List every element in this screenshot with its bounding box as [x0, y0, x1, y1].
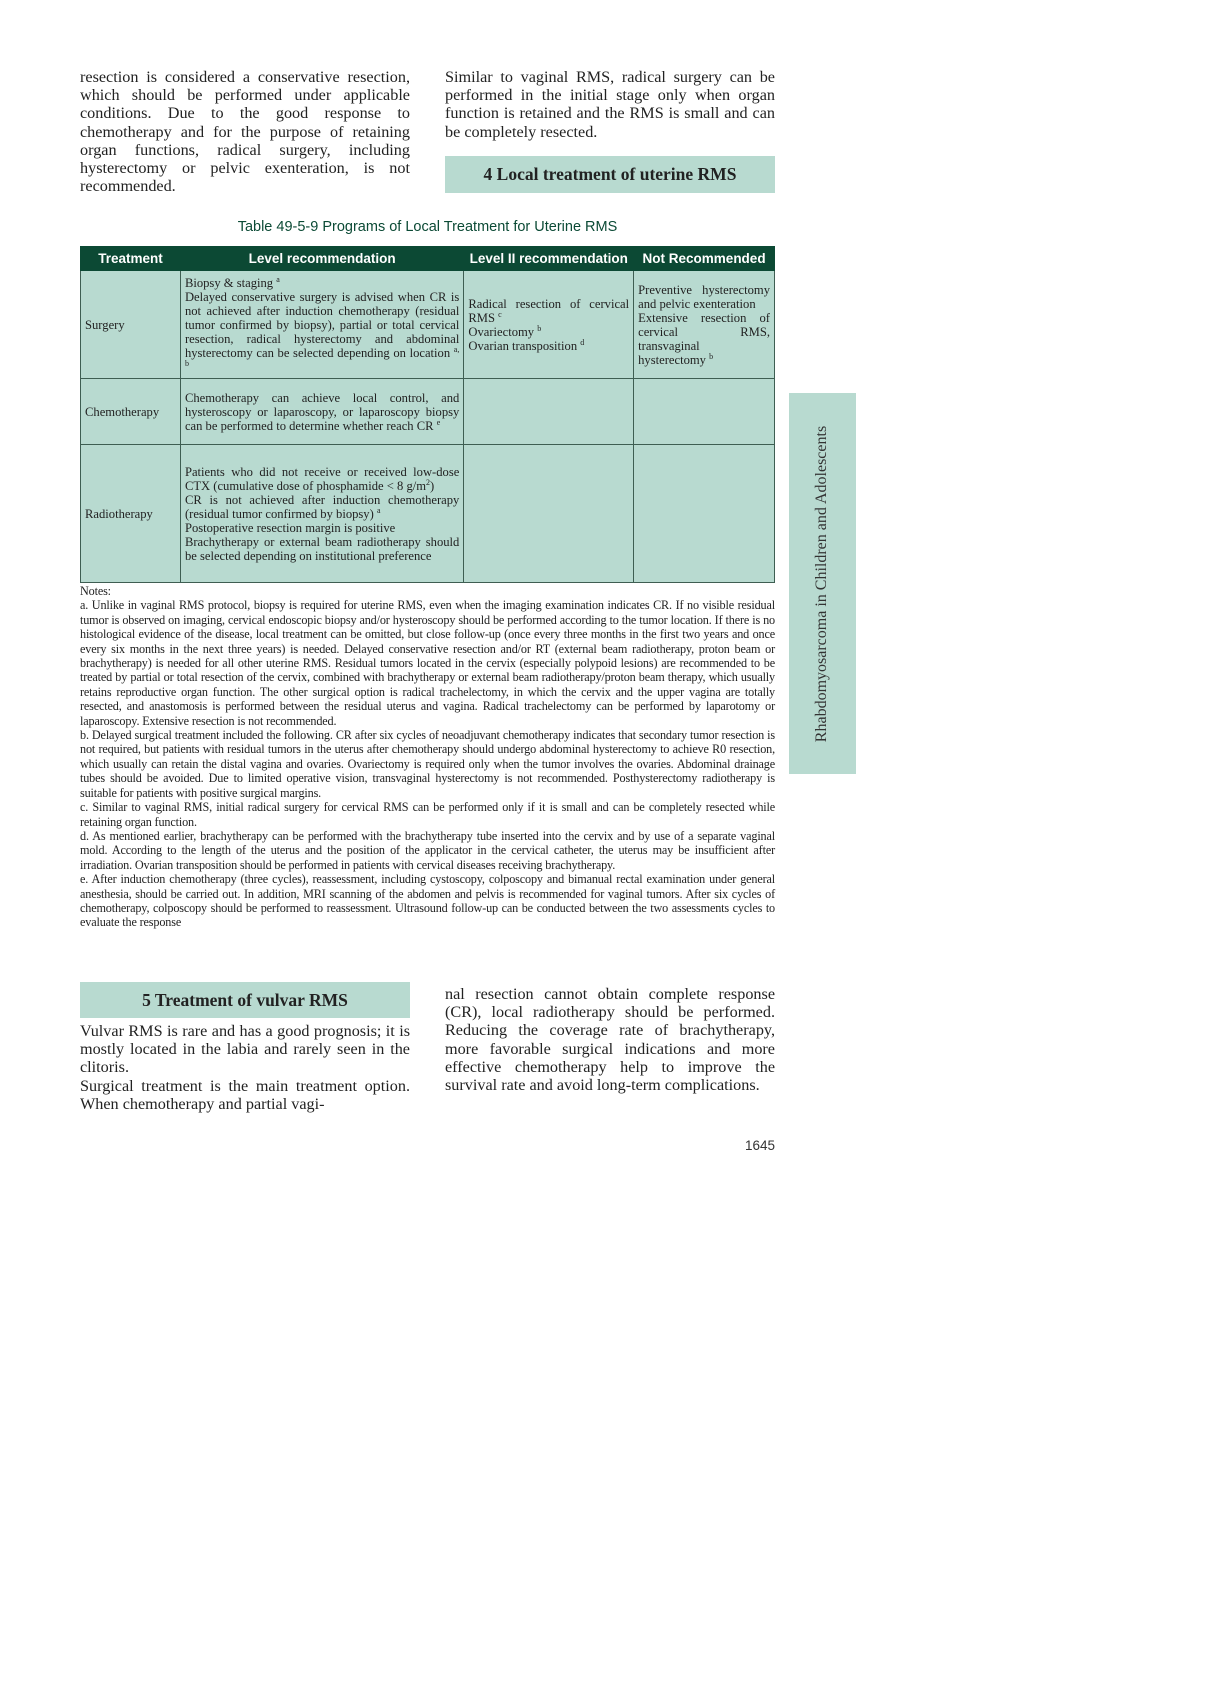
radiotherapy-level-item: Patients who did not receive or received low-dose CTX (cumulative dose of phosphamide < 8 $g/m^2$) — [184, 464, 460, 493]
page-number: 1645 — [744, 1138, 775, 1153]
uterine-rms-table — [80, 246, 775, 583]
surgery-level-2-item: Radical resection of cervical RMS $^c$ — [468, 296, 630, 325]
note-e: e. After induction chemotherapy (three cycles), reassessment, including cystoscopy, colposcopy and bimanual rectal examination under general anesthesia, should be carried out. In addition, MRI scanning of the abdomen and pelvis is recommended for vaginal tumors. After six cycles of chemotherapy, colposcopy should be performed to reassessment. Ultrasound follow-up can be conducted between the two assessments cycles to evaluate the response — [80, 872, 775, 930]
table-header-row — [81, 247, 775, 271]
surgery-not-recommended-item: Extensive resection of cervical RMS, transvaginal hysterectomy $^b$ — [638, 310, 770, 367]
surgery-level-cell — [180, 271, 463, 379]
surgery-level-2-cell — [464, 271, 634, 379]
radiotherapy-level-item: Postoperative resection margin is positive — [184, 520, 396, 535]
header-level: Level recommendation — [180, 247, 463, 271]
section-5-right-column — [445, 985, 775, 1094]
surgery-level-item: Biopsy & staging $^a$ — [184, 274, 280, 290]
surgery-level-2-item: Ovarian transposition $^d$ — [468, 337, 585, 353]
note-c: c. Similar to vaginal RMS, initial radical surgery for cervical RMS can be performed only if it is small and can be completely resected while retaining organ function. — [80, 800, 775, 829]
section-4-heading: 4 Local treatment of uterine RMS — [445, 156, 775, 193]
table-notes — [80, 584, 775, 930]
chapter-side-tab — [789, 393, 856, 774]
notes-heading: Notes: — [80, 584, 111, 598]
row-label-chemotherapy: Chemotherapy — [81, 379, 181, 445]
section-5-left-column — [80, 1022, 410, 1113]
section-5-right-paragraph: nal resection cannot obtain complete response (CR), local radiotherapy should be performed. Reducing the coverage rate of brachytherapy, more favorable surgical indications and more effective chemotherapy help to improve the survival rate and avoid long-term complications. — [445, 985, 775, 1095]
section-5-heading: 5 Treatment of vulvar RMS — [80, 982, 410, 1018]
chemotherapy-level-2-cell — [464, 379, 634, 445]
surgery-not-recommended-item: Preventive hysterectomy and pelvic exenteration — [638, 282, 770, 311]
table-row-chemotherapy — [81, 379, 775, 445]
radiotherapy-level-2-cell — [464, 445, 634, 583]
table-caption: Table 49-5-9 Programs of Local Treatment for Uterine RMS — [237, 219, 618, 235]
note-a: a. Unlike in vaginal RMS protocol, biopsy is required for uterine RMS, even when the imaging examination indicates CR. If no visible residual tumor is observed on imaging, cervical endoscopic biopsy and/or hysteroscopy should be performed according to the tumor location. If there is no histological evidence of the disease, local treatment can be omitted, but close follow-up (once every three months in the first two years and once every six months in the next three years) is needed. Delayed conservative resection and/or RT (external beam radiotherapy, proton beam or brachytherapy) is needed for all other uterine RMS. Residual tumors located in the cervix (especially polypoid lesions) are recommended to be treated by partial or total resection of the cervix, combined with brachytherapy or external beam radiotherapy/proton beam therapy, which usually retains reproductive organ function. The other surgical option is radical trachelectomy, in which the cervix and the upper vagina are totally resected, and anastomosis is performed between the residual uterus and vagina. Radical trachelectomy can be performed by laparotomy or laparoscopy. Extensive resection is not recommended. — [80, 598, 775, 728]
intro-right-paragraph: Similar to vaginal RMS, radical surgery can be performed in the initial stage only when organ function is retained and the RMS is small and can be completely resected. — [445, 68, 775, 141]
surgery-level-item: Delayed conservative surgery is advised when CR is not achieved after induction chemotherapy (residual tumor confirmed by biopsy), partial or total cervical resection, radical hysterectomy and abdominal hysterectomy can be selected depending on location $^{a, b}$ — [184, 289, 460, 368]
section-5-paragraph: Vulvar RMS is rare and has a good prognosis; it is mostly located in the labia and rarely seen in the clitoris. — [80, 1022, 410, 1077]
intro-left-paragraph: resection is considered a conservative resection, which should be performed under applicable conditions. Due to the good response to chemotherapy and for the purpose of retaining organ functions, radical surgery, including hysterectomy or pelvic exenteration, is not recommended. — [80, 68, 410, 196]
section-5-paragraph: Surgical treatment is the main treatment option. When chemotherapy and partial vagi- — [80, 1076, 410, 1113]
chemotherapy-not-recommended-cell — [634, 379, 775, 445]
header-level-2: Level II recommendation — [464, 247, 634, 271]
chemotherapy-level-item: Chemotherapy can achieve local control, and hysteroscopy or laparoscopy, or laparoscopy biopsy can be performed to determine whether reach CR $^e$ — [184, 390, 460, 433]
note-d: d. As mentioned earlier, brachytherapy can be performed with the brachytherapy tube inserted into the cervix and by use of a separate vaginal mold. According to the length of the uterus and the position of the applicator in the cervical catheter, the uterus may be insufficient after irradiation. Ovarian transposition should be performed in patients with cervical diseases receiving brachytherapy. — [80, 828, 775, 872]
intro-right-column — [445, 68, 775, 141]
radiotherapy-not-recommended-cell — [634, 445, 775, 583]
header-not-recommended: Not Recommended — [634, 247, 775, 271]
row-label-surgery: Surgery — [81, 271, 181, 379]
header-treatment: Treatment — [81, 247, 181, 271]
chapter-title: Rhabdomyosarcoma in Children and Adolescents — [813, 425, 831, 742]
surgery-not-recommended-cell — [634, 271, 775, 379]
surgery-level-2-item: Ovariectomy $^b$ — [468, 323, 542, 339]
intro-left-column — [80, 68, 410, 195]
radiotherapy-level-cell — [180, 445, 463, 583]
radiotherapy-level-item: Brachytherapy or external beam radiotherapy should be selected depending on institutional preference — [184, 534, 460, 563]
table-row-radiotherapy — [81, 445, 775, 583]
note-b: b. Delayed surgical treatment included the following. CR after six cycles of neoadjuvant chemotherapy indicates that secondary tumor resection is not required, but patients with residual tumors in the uterus after chemotherapy should undergo abdominal hysterectomy to achieve R0 resection, which usually can retain the distal vagina and ovaries. Ovariectomy is required only when the tumor involves the ovaries. Abdominal drainage tubes should be avoided. Due to limited operative vision, transvaginal hysterectomy is not recommended. Posthysterectomy radiotherapy is suitable for patients with positive surgical margins. — [80, 728, 775, 800]
radiotherapy-level-item: CR is not achieved after induction chemotherapy (residual tumor confirmed by biopsy) $^a$ — [184, 492, 460, 521]
chemotherapy-level-cell — [180, 379, 463, 445]
row-label-radiotherapy: Radiotherapy — [81, 445, 181, 583]
table-row-surgery — [81, 271, 775, 379]
